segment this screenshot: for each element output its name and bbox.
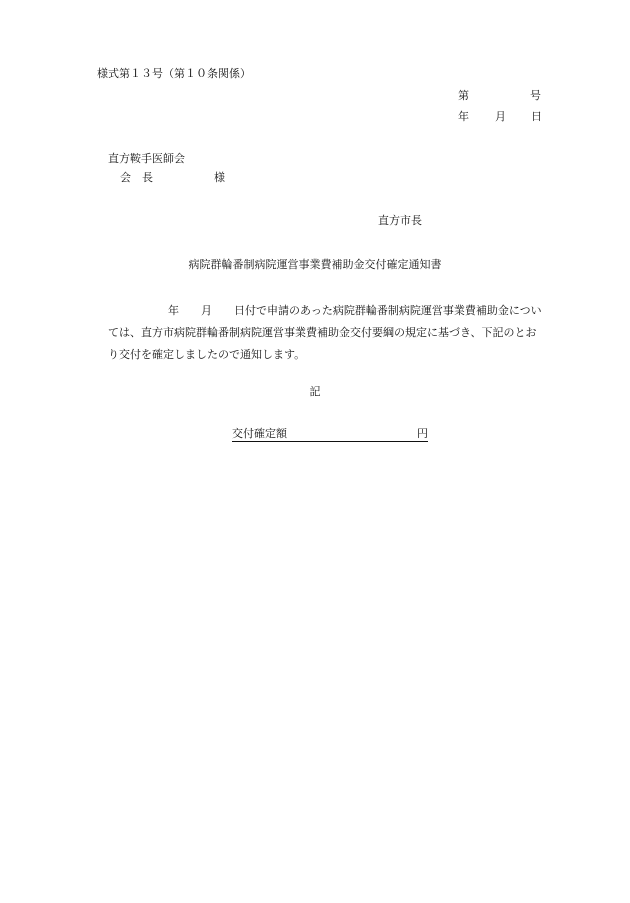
- date-month: 月: [495, 110, 506, 123]
- body-line-3: り交付を確定しましたので通知します。: [108, 348, 306, 361]
- amount-label: 交付確定額: [232, 427, 287, 440]
- addressee-honorific: 様: [214, 171, 225, 184]
- addressee-organization: 直方鞍手医師会: [108, 152, 185, 165]
- document-title: 病院群輪番制病院運営事業費補助金交付確定通知書: [188, 258, 442, 271]
- body-year: 年: [168, 304, 179, 317]
- date-year: 年: [458, 110, 469, 123]
- ki-heading: 記: [309, 385, 321, 398]
- document-number-suffix: 号: [530, 89, 541, 102]
- addressee-title-line: [120, 171, 225, 184]
- date-day: 日: [531, 110, 542, 123]
- addressee-title: 会 長: [120, 171, 153, 184]
- body-line-1-rest: 日付で申請のあった病院群輪番制病院運営事業費補助金につい: [234, 304, 542, 317]
- form-number: 様式第１３号（第１０条関係）: [97, 67, 251, 80]
- body-month: 月: [201, 304, 212, 317]
- body-line-1: [108, 300, 550, 322]
- amount-line: [232, 428, 428, 442]
- amount-unit: 円: [417, 427, 428, 440]
- body-line-2: ては、直方市病院群輪番制病院運営事業費補助金交付要綱の規定に基づき、下記のとお: [108, 326, 537, 339]
- body-paragraph: [108, 300, 550, 366]
- document-number-prefix: 第: [458, 89, 469, 102]
- sender: 直方市長: [378, 214, 422, 227]
